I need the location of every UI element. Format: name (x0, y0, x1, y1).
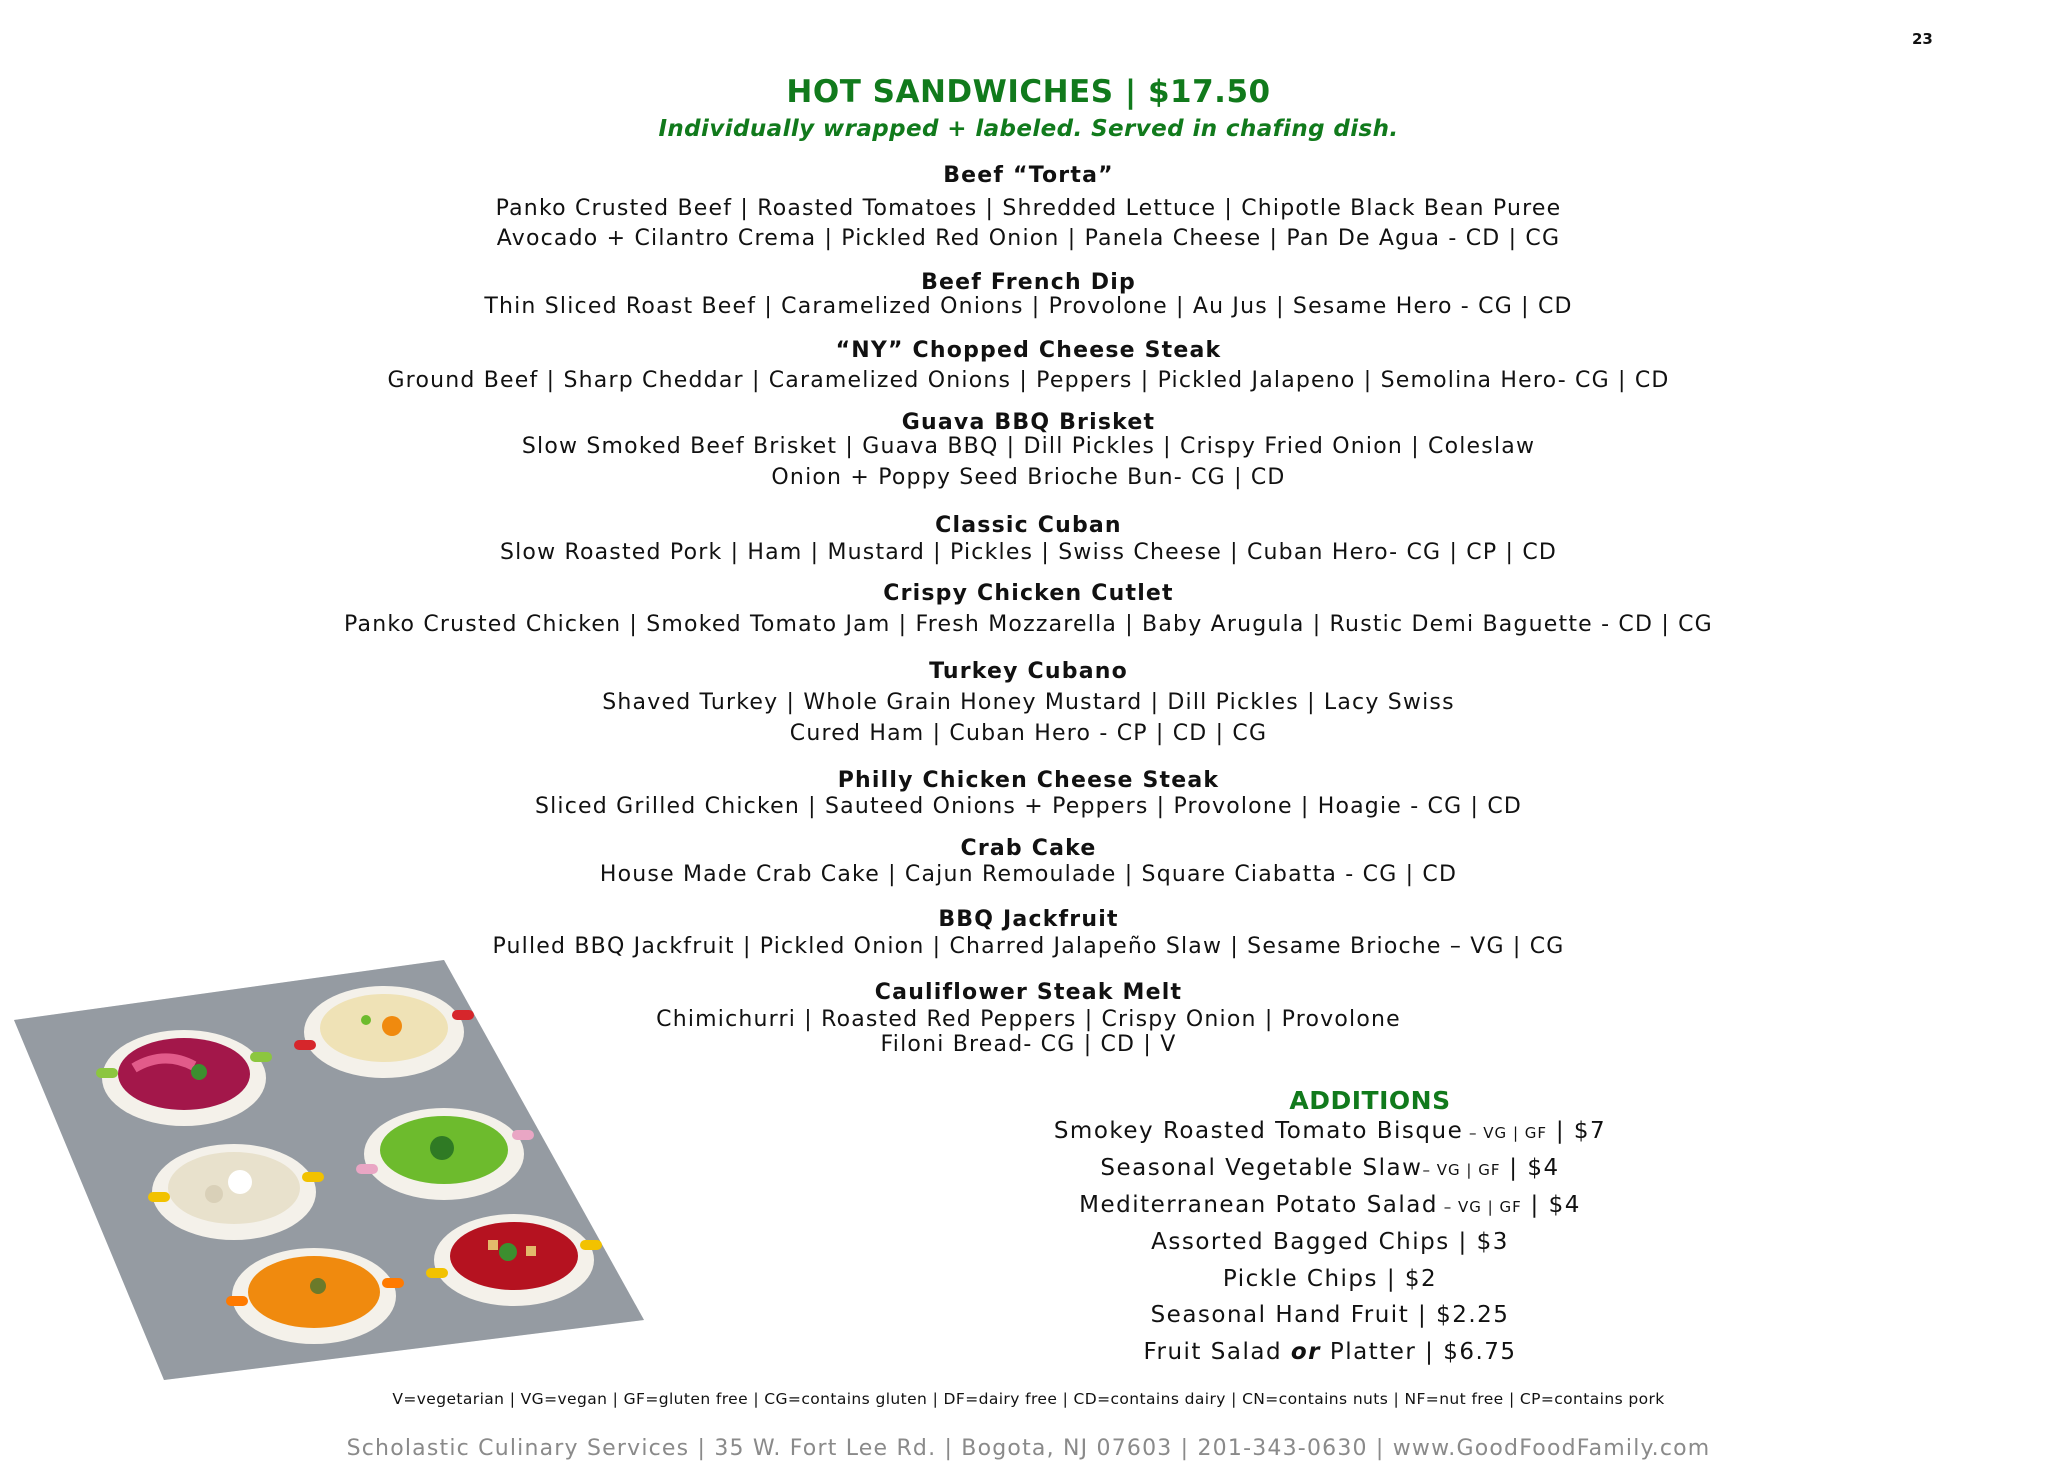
menu-item-description: Thin Sliced Roast Beef | Caramelized Onions | Provolone | Au Jus | Sesame Hero - CG | CD (484, 294, 1573, 319)
addition-name: Assorted Bagged Chips (1151, 1229, 1450, 1255)
addition-diet-tag: – VG | GF (1463, 1124, 1548, 1142)
addition-price: | $3 (1449, 1229, 1509, 1255)
menu-item-name: Turkey Cubano (929, 659, 1128, 684)
addition-price: | $4 (1521, 1192, 1581, 1218)
menu-item-description: Shaved Turkey | Whole Grain Honey Mustard | Dill Pickles | Lacy Swiss (602, 690, 1455, 715)
addition-price: | $7 (1547, 1118, 1607, 1144)
addition-name: Mediterranean Potato Salad (1079, 1192, 1438, 1218)
addition-name: Seasonal Vegetable Slaw (1100, 1155, 1423, 1181)
addition-item (880, 1192, 1780, 1218)
menu-item-description: House Made Crab Cake | Cajun Remoulade | Square Ciabatta - CG | CD (599, 862, 1458, 887)
menu-item-name: Cauliflower Steak Melt (874, 980, 1183, 1005)
menu-item-description: Ground Beef | Sharp Cheddar | Caramelized Onions | Peppers | Pickled Jalapeno | Semolina Hero- CG | CD (387, 368, 1670, 393)
addition-name: Smokey Roasted Tomato Bisque (1053, 1118, 1464, 1144)
menu-item-name: Crab Cake (960, 836, 1097, 861)
menu-item-name: “NY” Chopped Cheese Steak (835, 338, 1222, 363)
menu-item-description: Sliced Grilled Chicken | Sauteed Onions + Peppers | Provolone | Hoagie - CG | CD (534, 794, 1523, 819)
addition-name: Seasonal Hand Fruit (1150, 1302, 1410, 1328)
menu-item-name: BBQ Jackfruit (938, 907, 1119, 932)
addition-emphasis: or (1290, 1339, 1322, 1365)
addition-item (880, 1155, 1780, 1181)
addition-name: Pickle Chips (1222, 1266, 1379, 1292)
addition-price: | $2.25 (1409, 1302, 1510, 1328)
menu-item-description: Avocado + Cilantro Crema | Pickled Red Onion | Panela Cheese | Pan De Agua - CD | CG (496, 226, 1561, 251)
addition-diet-tag: – VG | GF (1422, 1161, 1501, 1179)
dietary-legend: V=vegetarian | VG=vegan | GF=gluten free | CG=contains gluten | DF=dairy free | CD=contains dairy | CN=contains nuts | NF=nut free | CP=contains pork (392, 1390, 1665, 1408)
addition-item (880, 1302, 1780, 1328)
menu-item-description: Cured Ham | Cuban Hero - CP | CD | CG (789, 721, 1268, 746)
addition-name-rest: Platter (1321, 1339, 1417, 1365)
footer-contact: Scholastic Culinary Services | 35 W. Fort Lee Rd. | Bogota, NJ 07603 | 201-343-0630 | www.GoodFoodFamily.com (346, 1436, 1711, 1461)
menu-item-description: Slow Smoked Beef Brisket | Guava BBQ | Dill Pickles | Crispy Fried Onion | Coleslaw (521, 434, 1536, 459)
menu-item-description: Filoni Bread- CG | CD | V (880, 1032, 1177, 1057)
menu-item-description: Panko Crusted Chicken | Smoked Tomato Jam | Fresh Mozzarella | Baby Arugula | Rustic Demi Baguette - CD | CG (344, 612, 1713, 637)
addition-item (880, 1266, 1780, 1292)
menu-item-name: Philly Chicken Cheese Steak (837, 768, 1220, 793)
addition-diet-tag: – VG | GF (1437, 1198, 1522, 1216)
menu-item-name: Crispy Chicken Cutlet (883, 581, 1174, 606)
addition-item (880, 1339, 1780, 1365)
menu-item-name: Beef “Torta” (943, 163, 1114, 188)
menu-item-description: Pulled BBQ Jackfruit | Pickled Onion | Charred Jalapeño Slaw | Sesame Brioche – VG | CG (492, 934, 1565, 959)
soup-bowls-photo (14, 960, 644, 1380)
addition-price: | $6.75 (1416, 1339, 1517, 1365)
addition-item (880, 1229, 1780, 1255)
menu-item-name: Guava BBQ Brisket (901, 410, 1156, 435)
menu-item-description: Panko Crusted Beef | Roasted Tomatoes | Shredded Lettuce | Chipotle Black Bean Puree (495, 196, 1562, 221)
page-title: HOT SANDWICHES | $17.50 (786, 74, 1271, 110)
additions-title: ADDITIONS (1289, 1086, 1451, 1115)
menu-item-description: Slow Roasted Pork | Ham | Mustard | Pickles | Swiss Cheese | Cuban Hero- CG | CP | CD (499, 540, 1558, 565)
menu-item-name: Classic Cuban (935, 513, 1122, 538)
page-subtitle: Individually wrapped + labeled. Served in chafing dish. (658, 116, 1399, 142)
menu-item-description: Onion + Poppy Seed Brioche Bun- CG | CD (771, 465, 1286, 490)
addition-price: | $4 (1500, 1155, 1560, 1181)
menu-item-description: Chimichurri | Roasted Red Peppers | Crispy Onion | Provolone (656, 1007, 1401, 1032)
addition-name: Fruit Salad (1143, 1339, 1291, 1365)
addition-item (880, 1118, 1780, 1144)
page-number: 23 (1912, 30, 1933, 48)
menu-item-name: Beef French Dip (921, 270, 1136, 295)
addition-price: | $2 (1378, 1266, 1438, 1292)
